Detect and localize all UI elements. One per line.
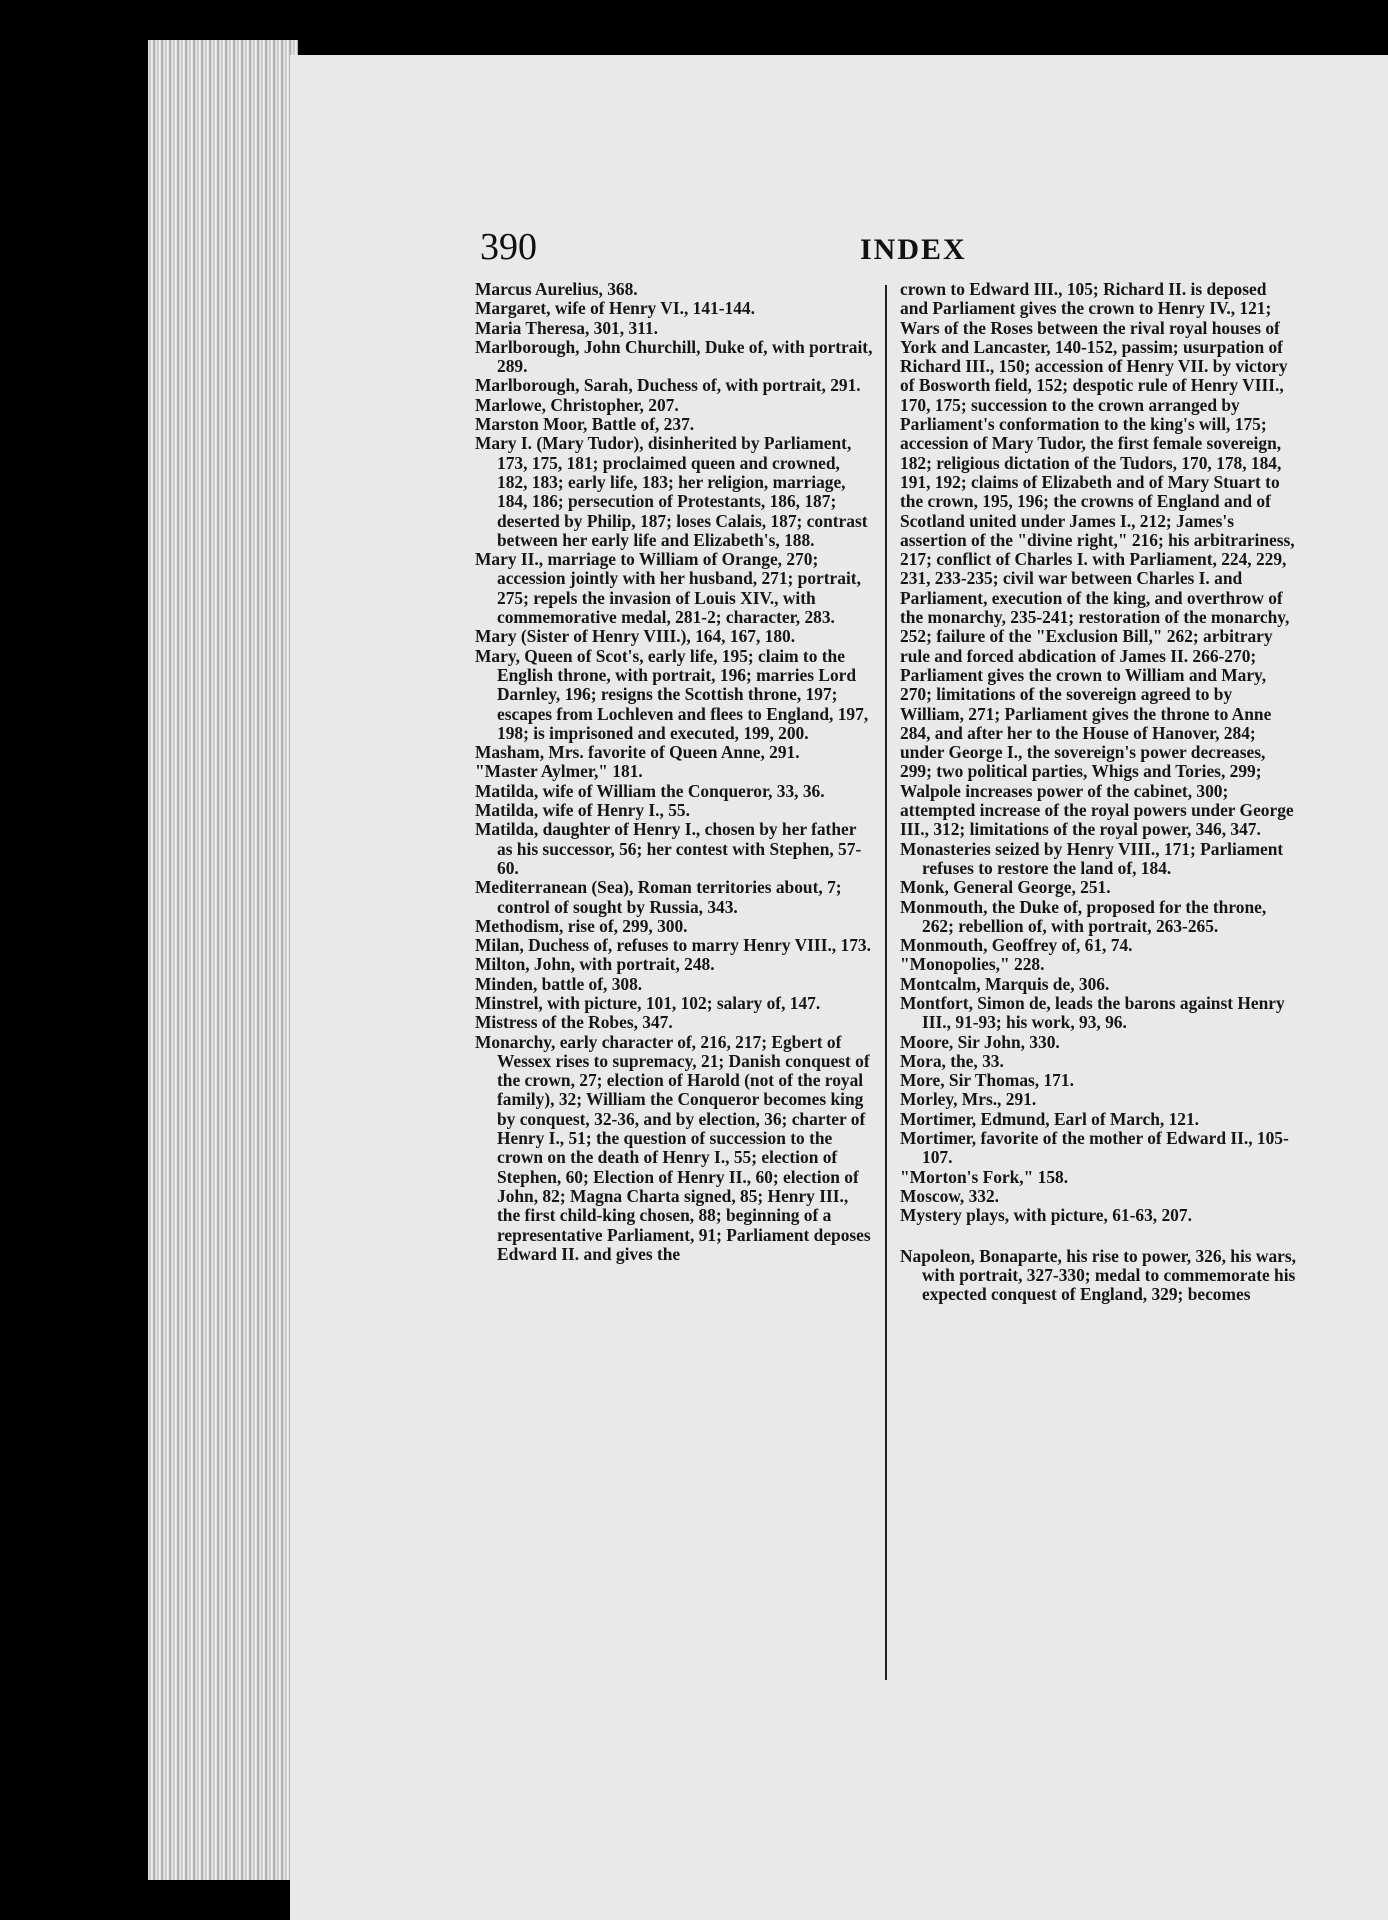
book-page <box>290 55 1388 1920</box>
index-entry: Marlowe, Christopher, 207. <box>475 394 679 415</box>
index-entry: Montcalm, Marquis de, 306. <box>900 973 1110 994</box>
index-entry: Milan, Duchess of, refuses to marry Henry VIII., 173. <box>475 935 871 956</box>
index-entry-continuation: crown to Edward III., 105; Richard II. is deposed and Parliament gives the crown to Henry IV., 121; Wars of the Roses between the rival royal houses of York and Lancaster, 140-152, passim; usurpation of Richard III., 150; accession of Henry VII. by victory of Bosworth field, 152; despotic rule of Henry VIII., 170, 175; succession to the crown arranged by Parliament's conformation to the king's will, 175; accession of Mary Tudor, the first female sovereign, 182; religious dictation of the Tudors, 170, 178, 184, 191, 192; claims of Elizabeth and of Mary Stuart to the crown, 195, 196; the crowns of England and of Scotland united under James I., 212; James's assertion of the "divine right," 216; his arbitrariness, 217; conflict of Charles I. with Parliament, 224, 229, 231, 233-235; civil war between Charles I. and Parliament, execution of the king, and overthrow of the monarchy, 235-241; restoration of the monarchy, 252; failure of the "Exclusion Bill," 262; arbitrary rule and forced abdication of James II. 266-270; Parliament gives the crown to William and Mary, 270; limitations of the sovereign agreed to by William, 271; Parliament gives the throne to Anne 284, and after her to the House of Hanover, 284; under George I., the sovereign's power decreases, 299; two political parties, Whigs and Tories, 299; Walpole increases power of the cabinet, 300; attempted increase of the royal powers under George III., 312; limitations of the royal power, 346, 347. <box>900 279 1295 840</box>
index-entry: Marcus Aurelius, 368. <box>475 279 638 299</box>
index-entry: Mary I. (Mary Tudor), disinherited by Parliament, 173, 175, 181; proclaimed queen and crowned, 182, 183; early life, 183; her religion, marriage, 184, 186; persecution of Protestants, 186, 187; deserted by Philip, 187; loses Calais, 187; contrast between her early life and Elizabeth's, 188. <box>475 433 868 550</box>
index-entry: Mistress of the Robes, 347. <box>475 1012 673 1033</box>
index-entry: Montfort, Simon de, leads the barons against Henry III., 91-93; his work, 93, 96. <box>900 992 1285 1033</box>
section-gap <box>900 1226 1298 1247</box>
index-entry: "Monopolies," 228. <box>900 954 1045 975</box>
index-entry: Maria Theresa, 301, 311. <box>475 317 658 338</box>
index-entry: "Morton's Fork," 158. <box>900 1166 1069 1187</box>
index-entry: Monmouth, Geoffrey of, 61, 74. <box>900 935 1133 956</box>
index-entry: Minstrel, with picture, 101, 102; salary of, 147. <box>475 992 821 1013</box>
index-entry: Margaret, wife of Henry VI., 141-144. <box>475 298 755 319</box>
column-divider <box>885 285 887 1680</box>
book-page-edges <box>148 40 298 1880</box>
index-entry: Mortimer, Edmund, Earl of March, 121. <box>900 1108 1200 1129</box>
index-entry: Napoleon, Bonaparte, his rise to power, 326, his wars, with portrait, 327-330; medal to commemorate his expected conquest of England, 329; becomes <box>900 1245 1296 1305</box>
index-entry: Minden, battle of, 308. <box>475 973 643 994</box>
index-entry: More, Sir Thomas, 171. <box>900 1070 1074 1091</box>
index-entry: Masham, Mrs. favorite of Queen Anne, 291. <box>475 742 800 763</box>
index-entry: Matilda, wife of Henry I., 55. <box>475 800 690 821</box>
index-entry: Monarchy, early character of, 216, 217; Egbert of Wessex rises to supremacy, 21; Danish conquest of the crown, 27; election of Harold (not of the royal family), 32; William the Conqueror becomes king by conquest, 32-36, and by election, 36; charter of Henry I., 51; the question of succession to the crown on the death of Henry I., 55; election of Stephen, 60; Election of Henry II., 60; election of John, 82; Magna Charta signed, 85; Henry III., the first child-king chosen, 88; beginning of a representative Parliament, 91; Parliament deposes Edward II. and gives the <box>475 1031 871 1264</box>
index-entry: Mediterranean (Sea), Roman territories about, 7; control of sought by Russia, 343. <box>475 877 842 917</box>
index-entry: Matilda, wife of William the Conqueror, 33, 36. <box>475 780 825 801</box>
index-entry: Mary II., marriage to William of Orange, 270; accession jointly with her husband, 271; portrait, 275; repels the invasion of Louis XIV., with commemorative medal, 281-2; character, 283. <box>475 549 861 628</box>
index-entry: Matilda, daughter of Henry I., chosen by her father as his successor, 56; her contest with Stephen, 57-60. <box>475 819 862 878</box>
index-entry: Monmouth, the Duke of, proposed for the throne, 262; rebellion of, with portrait, 263-265. <box>900 896 1267 936</box>
index-entry: Mystery plays, with picture, 61-63, 207. <box>900 1205 1192 1226</box>
index-entry: Marlborough, Sarah, Duchess of, with portrait, 291. <box>475 375 861 396</box>
index-entry: Morley, Mrs., 291. <box>900 1089 1037 1110</box>
index-entry: Moore, Sir John, 330. <box>900 1031 1060 1052</box>
index-entry: Moscow, 332. <box>900 1185 1000 1206</box>
index-entry: Mary, Queen of Scot's, early life, 195; claim to the English throne, with portrait, 196; marries Lord Darnley, 196; resigns the Scottish throne, 197; escapes from Lochleven and flees to England, 197, 198; is imprisoned and executed, 199, 200. <box>475 645 869 743</box>
index-column-right <box>900 280 1298 1304</box>
index-entry: Methodism, rise of, 299, 300. <box>475 915 688 936</box>
index-entry: Marston Moor, Battle of, 237. <box>475 414 695 435</box>
index-entry: Mary (Sister of Henry VIII.), 164, 167, 180. <box>475 626 796 647</box>
page-number: 390 <box>480 226 537 268</box>
index-entry: "Master Aylmer," 181. <box>475 761 643 782</box>
page-title: INDEX <box>860 233 967 266</box>
index-entry: Marlborough, John Churchill, Duke of, with portrait, 289. <box>475 336 873 377</box>
index-entry: Monk, General George, 251. <box>900 877 1111 898</box>
index-entry: Monasteries seized by Henry VIII., 171; Parliament refuses to restore the land of, 184. <box>900 838 1284 878</box>
index-column-left <box>475 280 873 1264</box>
index-entry: Mortimer, favorite of the mother of Edward II., 105-107. <box>900 1128 1289 1168</box>
index-entry: Mora, the, 33. <box>900 1050 1004 1071</box>
index-entry: Milton, John, with portrait, 248. <box>475 954 715 975</box>
